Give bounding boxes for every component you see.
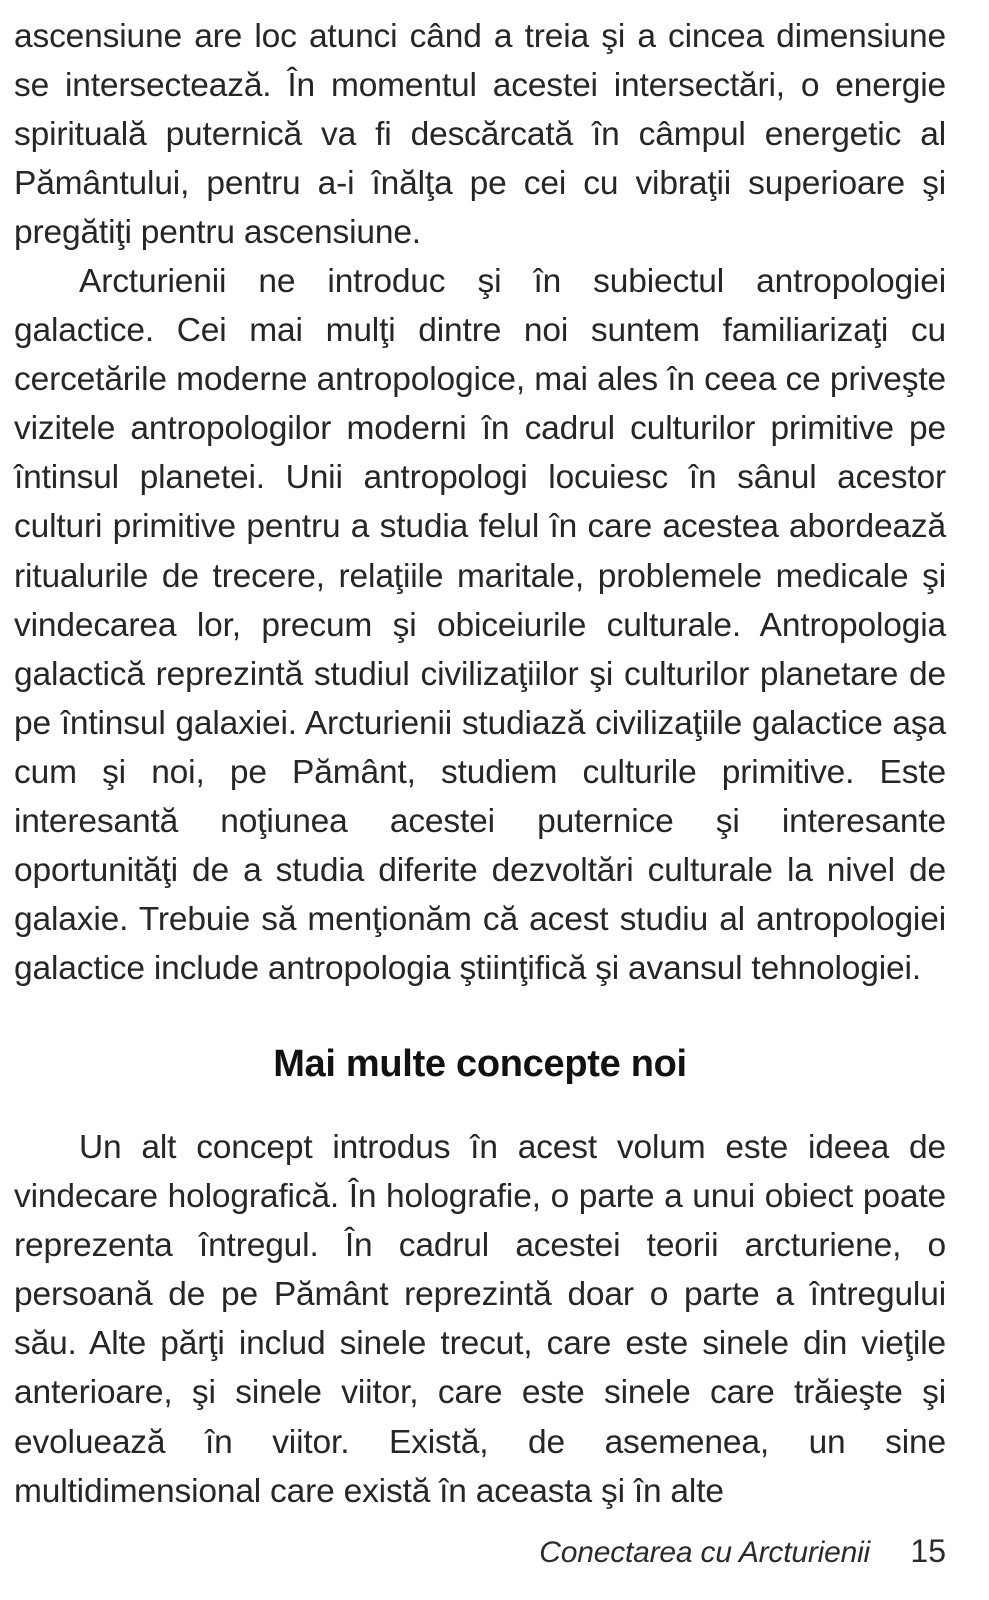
paragraph-block-third — [14, 1123, 946, 1516]
section-heading-block — [14, 1040, 946, 1089]
body-paragraph-1: ascensiune are loc atunci când a treia şi a cincea dimensiune se intersectează. În momentul acestei intersectări, o energie spirituală puternică va fi descărcată în câmpul energetic al Pământului, pentru a-i înălţa pe cei cu vibraţii superioare şi pregătiţi pentru ascensiune. — [14, 18, 946, 252]
paragraph-block-first — [14, 12, 946, 257]
footer-running-title: Conectarea cu Arcturienii — [539, 1536, 870, 1569]
footer-page-number: 15 — [910, 1533, 946, 1569]
page-footer — [14, 1533, 946, 1570]
paragraph-block-second — [14, 257, 946, 993]
section-heading: Mai multe concepte noi — [273, 1043, 687, 1085]
body-paragraph-3: Un alt concept introdus în acest volum este ideea de vindecare holografică. În holografie, o parte a unui obiect poate reprezenta întregul. În cadrul acestei teorii arcturiene, o persoană de pe Pământ reprezintă doar o parte a întregului său. Alte părţi includ sinele trecut, care este sinele din vieţile anterioare, şi sinele viitor, care este sinele care trăieşte şi evoluează în viitor. Există, de asemenea, un sine multidimensional care există în aceasta şi în alte — [14, 1129, 946, 1510]
body-paragraph-2: Arcturienii ne introduc şi în subiectul antropologiei galactice. Cei mai mulţi dintre noi suntem familiarizaţi cu cercetările moderne antropologice, mai ales în ceea ce priveşte vizitele antropologilor moderni în cadrul culturilor primitive pe întinsul planetei. Unii antropologi locuiesc în sânul acestor culturi primitive pentru a studia felul în care acestea abordează ritualurile de trecere, relaţiile maritale, problemele medicale şi vindecarea lor, precum şi obiceiurile culturale. Antropologia galactică reprezintă studiul civilizaţiilor şi culturilor planetare de pe întinsul galaxiei. Arcturienii studiază civilizaţiile galactice aşa cum şi noi, pe Pământ, studiem culturile primitive. Este interesantă noţiunea acestei puternice şi interesante oportunităţi de a studia diferite dezvoltări culturale la nivel de galaxie. Trebuie să menţionăm că acest studiu al antropologiei galactice include antropologia ştiinţifică şi avansul tehnologiei. — [14, 263, 946, 988]
